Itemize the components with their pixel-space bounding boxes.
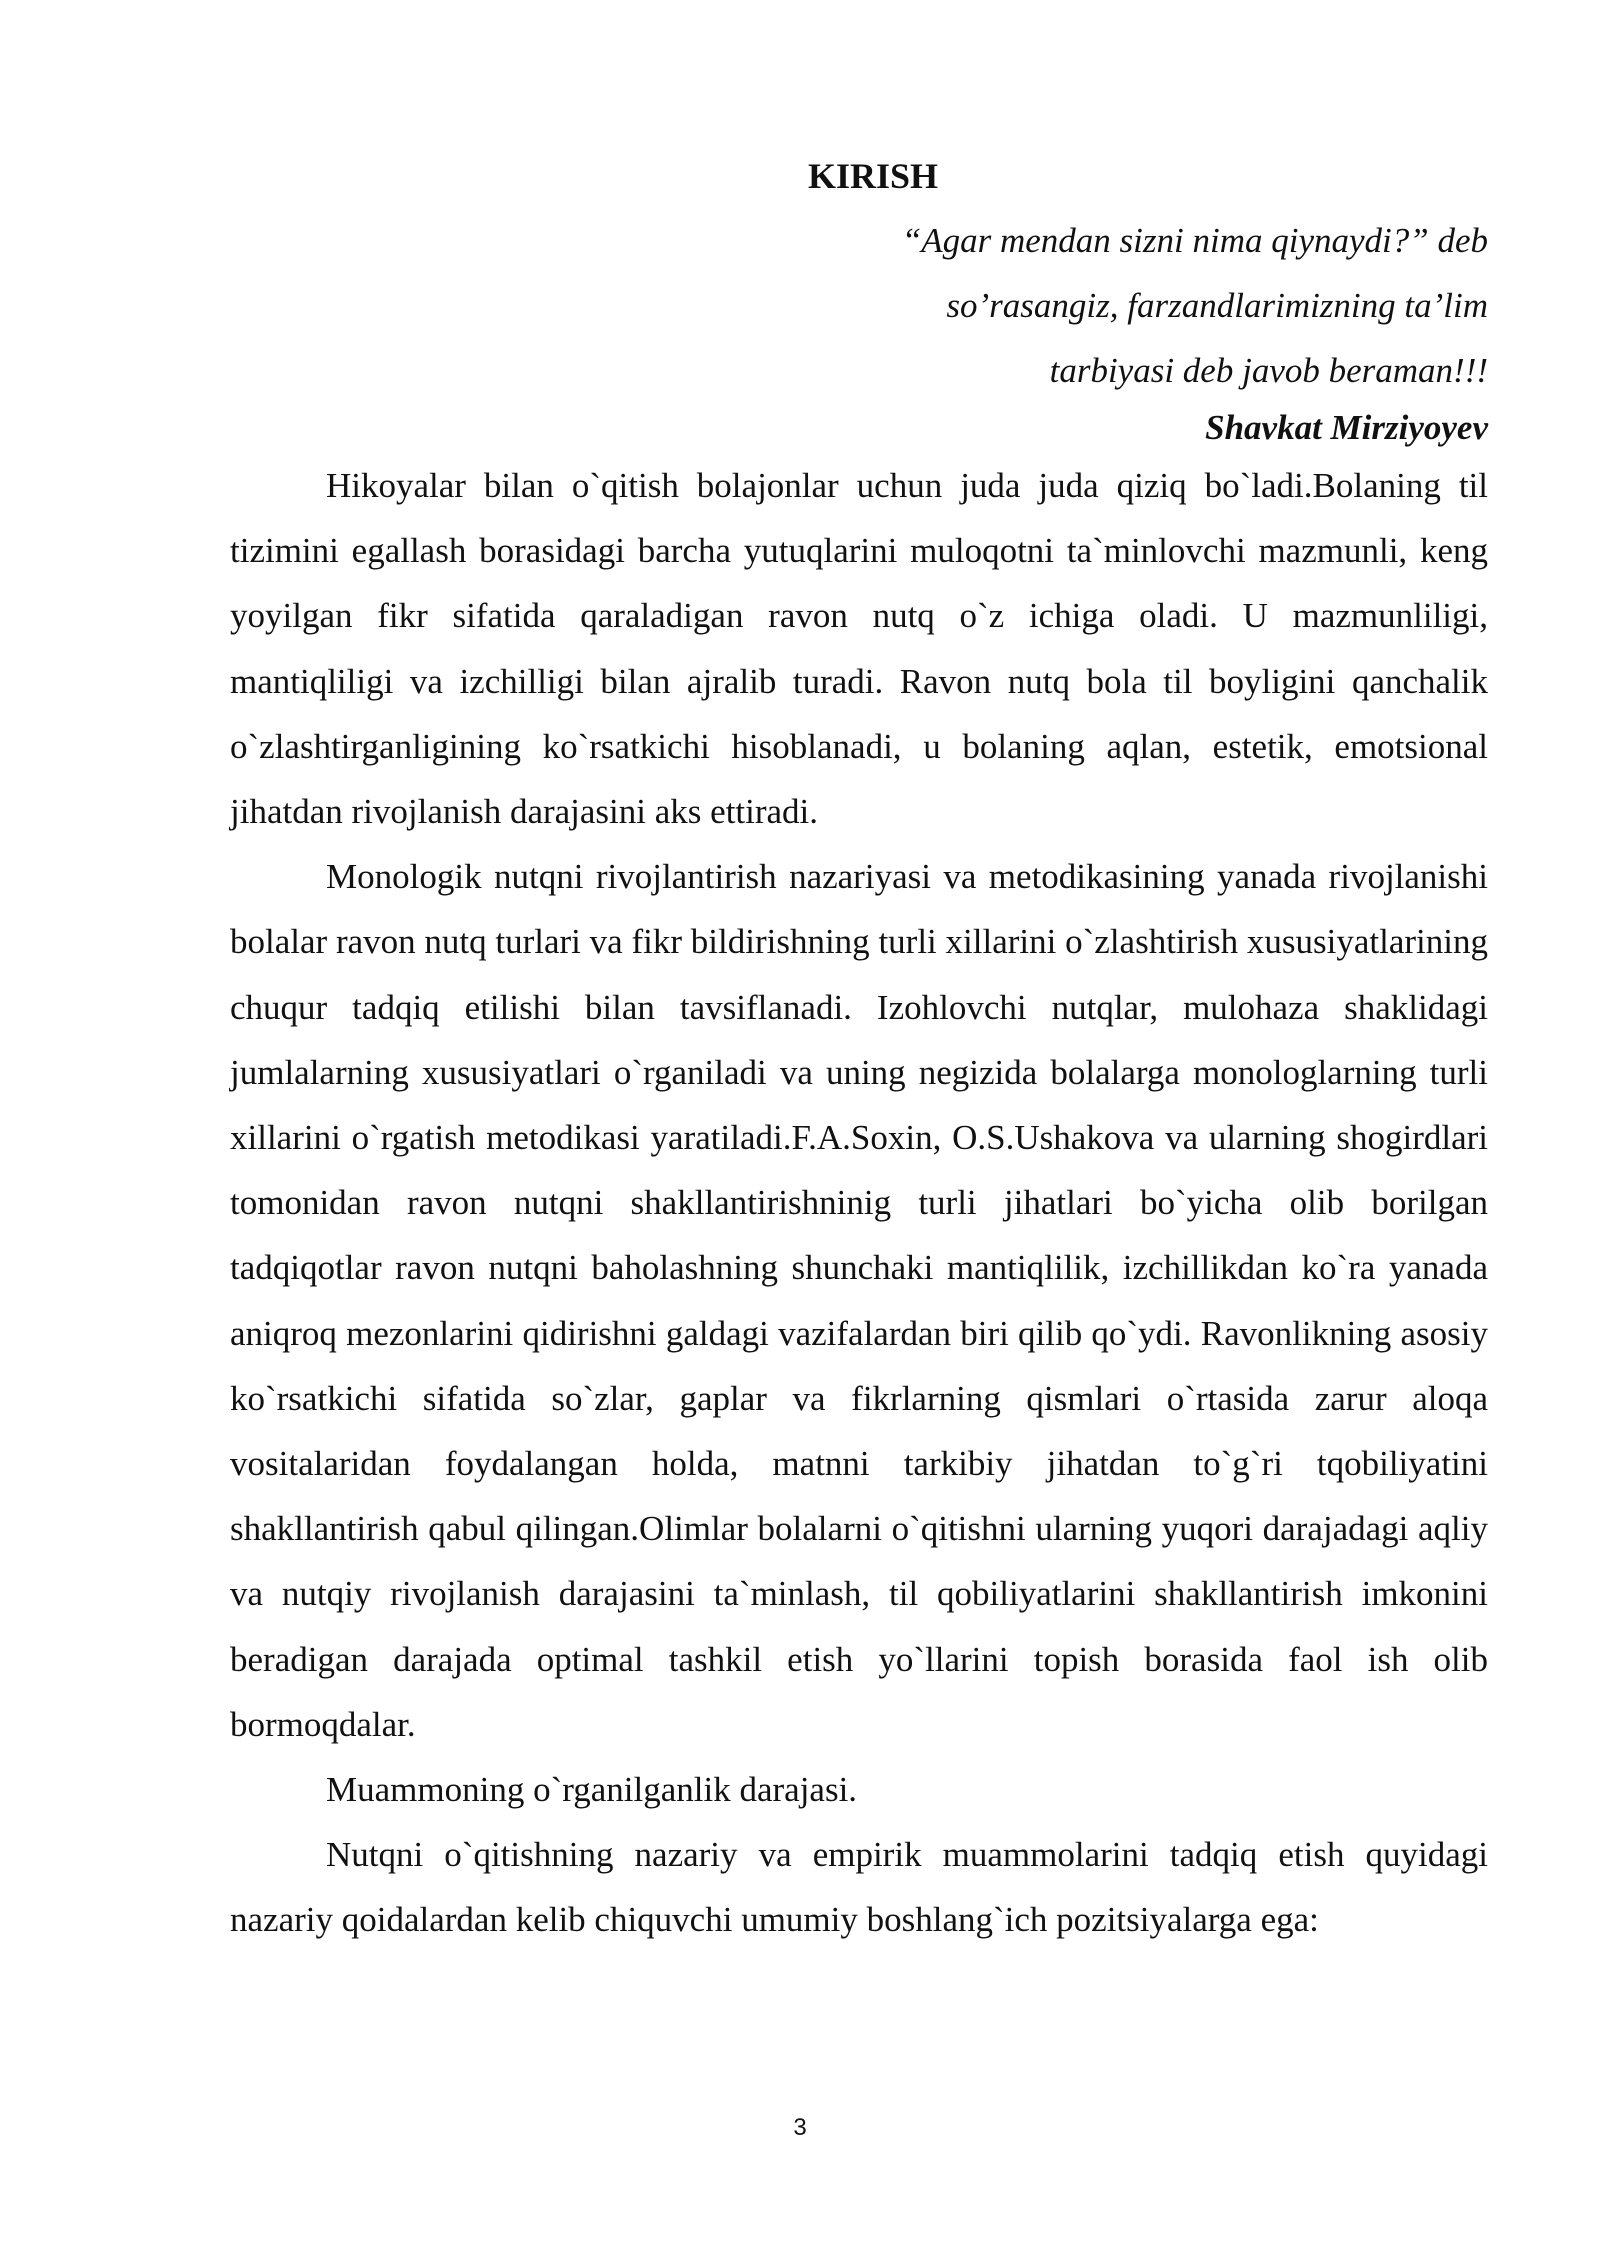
epigraph-line: so’rasangiz, farzandlarimizning ta’lim	[946, 286, 1488, 325]
body-paragraph: Muammoning o`rganilganlik darajasi.	[326, 1770, 858, 1810]
epigraph-author: Shavkat Mirziyoyev	[1205, 408, 1488, 447]
epigraph	[230, 208, 1488, 403]
body-paragraph: Hikoyalar bilan o`qitish bolajonlar uchun juda juda qiziq bo`ladi.Bolaning til tizimini egallash borasidagi barcha yutuqlarini muloqotni ta`minlovchi mazmunli, keng yoyilgan fikr sifatida qaraladigan ravon nutq o`z ichiga oladi. U mazmunliligi, mantiqliligi va izchilligi bilan ajralib turadi. Ravon nutq bola til boyligini qanchalik o`zlashtirganligining ko`rsatkichi hisoblanadi, u bolaning aqlan, estetik, emotsional jihatdan rivojlanish darajasini aks ettiradi.	[230, 466, 1488, 832]
section-heading: KIRISH	[807, 156, 939, 196]
epigraph-line: “Agar mendan sizni nima qiynaydi?” deb	[901, 221, 1488, 260]
page-content	[230, 148, 1488, 1953]
body-paragraph: Nutqni o`qitishning nazariy va empirik muammolarini tadqiq etish quyidagi nazariy qoidalardan kelib chiquvchi umumiy boshlang`ich pozitsiyalarga ega:	[230, 1835, 1488, 1940]
body-paragraph: Monologik nutqni rivojlantirish nazariyasi va metodikasining yanada rivojlanishi bolalar ravon nutq turlari va fikr bildirishning turli xillarini o`zlashtirish xususiyatlarining chuqur tadqiq etilishi bilan tavsiflanadi. Izohlovchi nutqlar, mulohaza shaklidagi jumlalarning xususiyatlari o`rganiladi va uning negizida bolalarga monologlarning turli xillarini o`rgatish metodikasi yaratiladi.F.A.Soxin, O.S.Ushakova va ularning shogirdlari tomonidan ravon nutqni shakllantirishninig turli jihatlari bo`yicha olib borilgan tadqiqotlar ravon nutqni baholashning shunchaki mantiqlilik, izchillikdan ko`ra yanada aniqroq mezonlarini qidirishni galdagi vazifalardan biri qilib qo`ydi. Ravonlikning asosiy ko`rsatkichi sifatida so`zlar, gaplar va fikrlarning qismlari o`rtasida zarur aloqa vositalaridan foydalangan holda, matnni tarkibiy jihatdan to`g`ri tqobiliyatini shakllantirish qabul qilingan.Olimlar bolalarni o`qitishni ularning yuqori darajadagi aqliy va nutqiy rivojlanish darajasini ta`minlash, til qobiliyatlarini shakllantirish imkonini beradigan darajada optimal tashkil etish yo`llarini topish borasida faol ish olib bormoqdalar.	[230, 857, 1488, 1744]
page-number: 3	[793, 2114, 807, 2141]
epigraph-line: tarbiyasi deb javob beraman!!!	[1049, 351, 1488, 390]
